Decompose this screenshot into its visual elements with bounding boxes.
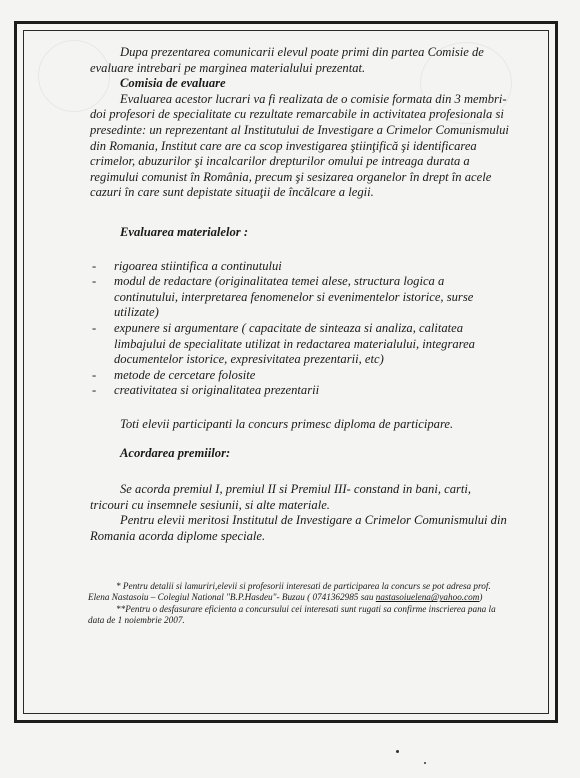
intro-paragraph: Dupa prezentarea comunicarii elevul poate primi din partea Comisie de evaluare intrebari pe marginea materialului prezentat. [90, 45, 484, 75]
criteria-item: - expunere si argumentare ( capacitate de sinteaza si analiza, calitatea limbajului de specialitate utilizat in redactarea materialului, integrarea documentelor istorice, expresivitatea prezentarii, etc) [90, 321, 510, 368]
contact-email-link[interactable]: nastasoiuelena@yahoo.com [375, 592, 480, 603]
evaluation-criteria-list [90, 259, 510, 399]
footnotes [88, 581, 508, 627]
awards-paragraph-2: Pentru elevii meritosi Institutul de Investigare a Crimelor Comunismului din Romania acorda diplome speciale. [90, 513, 507, 543]
scan-speck [424, 762, 426, 764]
scan-speck [396, 750, 399, 753]
criteria-item: - modul de redactare (originalitatea temei alese, structura logica a continutului, interpretarea fenomenelor si evenimentelor istorice, surse utilizate) [90, 274, 510, 321]
evaluation-heading: Evaluarea materialelor : [120, 224, 249, 239]
document-body [90, 45, 510, 544]
footnote-contact-close: ) [479, 592, 483, 603]
diploma-paragraph: Toti elevii participanti la concurs primesc diploma de participare. [120, 416, 454, 431]
commission-paragraph: Evaluarea acestor lucrari va fi realizata de o comisie formata din 3 membri- doi profesori de specialitate cu rezultate remarcabile in activitatea profesionala si presedinte: un reprezentant al Institutului de Investigare a Crimelor Comunismului din Romania, Institut care are ca scop investigarea ştiinţifică şi identificarea crimelor, abuzurilor şi incalcarilor drepturilor omului pe intreaga durata a regimului comunist în România, precum şi sesizarea organelor în drept în acele cazuri în care sunt depistate situaţii de încălcare a legii. [90, 91, 509, 200]
criteria-item: - creativitatea si originalitatea prezentarii [90, 383, 510, 399]
footnote-contact [88, 581, 508, 604]
awards-paragraph-1: Se acorda premiul I, premiul II si Premiul III- constand in bani, carti, tricouri cu insemnele sesiunii, si alte materiale. [90, 482, 472, 512]
criteria-item: - metode de cercetare folosite [90, 368, 510, 384]
footnote-registration: **Pentru o desfasurare eficienta a concursului cei interesati sunt rugati sa confirme inscrierea pana la data de 1 noiembrie 2007. [88, 603, 496, 626]
commission-heading: Comisia de evaluare [120, 76, 226, 91]
footnote-contact-text: * Pentru detalii si lamuriri,elevii si profesorii interesati de participarea la concurs se pot adresa prof. Elena Nastasoiu – Colegiul National "B.P.Hasdeu"- Buzau ( 0741362985 sau [88, 581, 491, 603]
criteria-item: - rigoarea stiintifica a continutului [90, 259, 510, 275]
awards-heading: Acordarea premiilor: [120, 446, 231, 461]
